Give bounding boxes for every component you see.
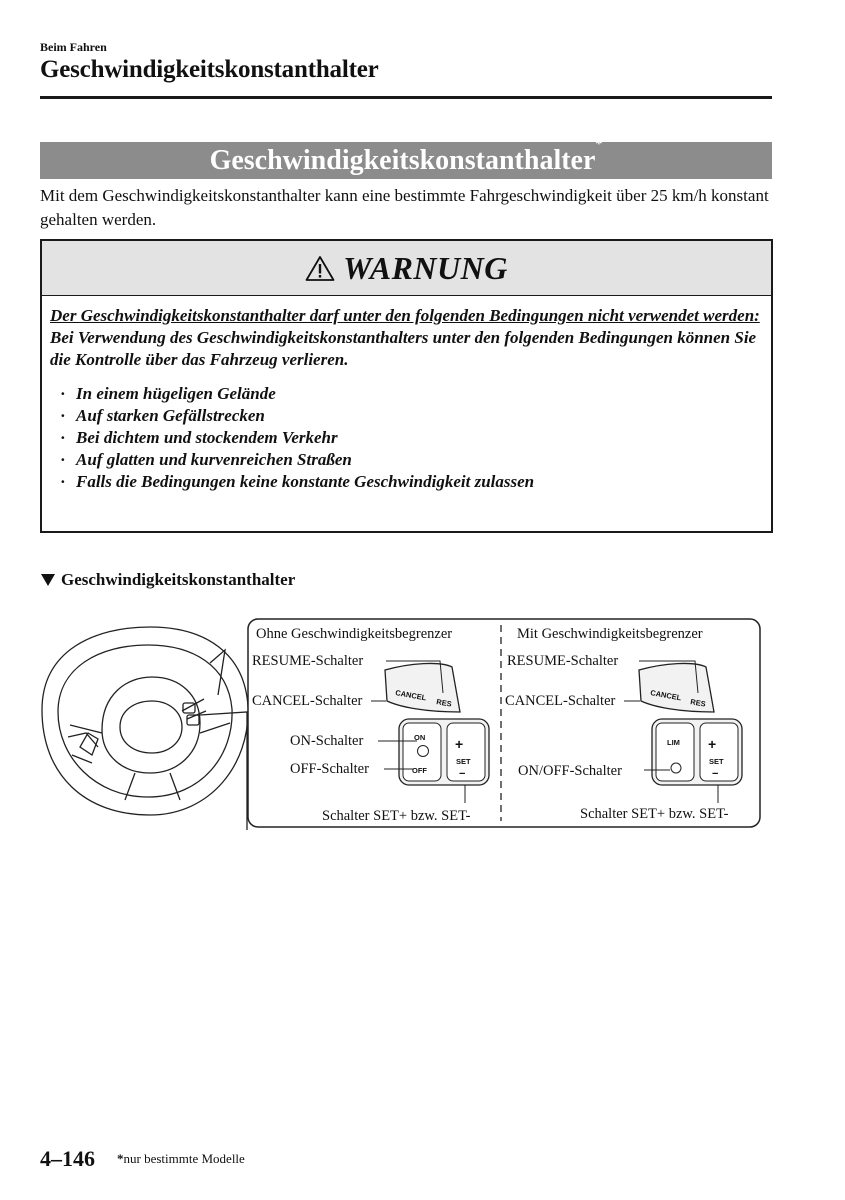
right-resume-label: RESUME-Schalter	[507, 653, 619, 669]
steering-wheel	[42, 627, 248, 830]
btn-cancel-left: CANCEL	[394, 688, 427, 703]
warning-item: · Bei dichtem und stockendem Verkehr	[60, 427, 761, 449]
btn-cancel-right: CANCEL	[649, 688, 682, 703]
subsection-title: Geschwindigkeitskonstanthalter	[61, 570, 296, 589]
figure-drawing	[40, 615, 780, 835]
btn-res-left: RES	[435, 697, 453, 709]
btn-plus-right: +	[708, 736, 717, 752]
warning-triangle-icon	[305, 255, 335, 282]
warning-list	[50, 383, 761, 493]
btn-minus-left: −	[459, 768, 466, 780]
right-set-label: Schalter SET+ bzw. SET-	[580, 806, 729, 822]
warning-item: · Auf glatten und kurvenreichen Straßen	[60, 449, 761, 471]
btn-lim-right: LIM	[667, 738, 680, 747]
left-heading: Ohne Geschwindigkeitsbegrenzer	[256, 626, 453, 642]
warning-item: · In einem hügeligen Gelände	[60, 383, 761, 405]
left-resume-label: RESUME-Schalter	[252, 653, 364, 669]
left-cancel-label: CANCEL-Schalter	[252, 693, 363, 709]
btn-minus-right: −	[712, 768, 719, 780]
topic-title-marker: *	[595, 137, 603, 152]
warning-body	[42, 296, 771, 493]
intro-paragraph: Mit dem Geschwindigkeitskonstanthalter kann eine bestimmte Fahrgeschwindigkeit über 25 km/h konstant gehalten werden.	[40, 186, 769, 229]
right-cancel-label: CANCEL-Schalter	[505, 693, 616, 709]
right-heading: Mit Geschwindigkeitsbegrenzer	[517, 626, 703, 642]
btn-off-left: OFF	[412, 766, 427, 775]
left-set-label: Schalter SET+ bzw. SET-	[322, 808, 471, 824]
warning-lead: Bei Verwendung des Geschwindigkeitskonstanthalters unter den folgenden Bedingungen können Sie die Kontrolle über das Fahrzeug verlieren.	[50, 328, 757, 369]
warning-title: WARNUNG	[343, 249, 508, 286]
topic-title: Geschwindigkeitskonstanthalter	[209, 145, 596, 176]
footnote	[117, 1151, 245, 1167]
left-on-label: ON-Schalter	[290, 733, 364, 749]
footnote-marker: *	[117, 1151, 124, 1166]
page-header-title: Geschwindigkeitskonstanthalter	[40, 56, 379, 83]
down-triangle-icon	[40, 573, 56, 587]
topic-title-bar	[40, 137, 772, 179]
warning-box	[40, 239, 773, 533]
warning-item: · Falls die Bedingungen keine konstante Geschwindigkeit zulassen	[60, 471, 761, 493]
warning-lead-underlined: Der Geschwindigkeitskonstanthalter darf unter den folgenden Bedingungen nicht verwendet werden:	[50, 306, 760, 325]
btn-plus-left: +	[455, 736, 464, 752]
header-rule	[40, 96, 772, 99]
btn-on-left: ON	[414, 733, 426, 742]
page-number: 4–146	[40, 1146, 95, 1171]
warning-item: · Auf starken Gefällstrecken	[60, 405, 761, 427]
warning-header	[42, 241, 771, 296]
btn-set-left: SET	[456, 757, 471, 766]
btn-res-right: RES	[689, 697, 707, 709]
cruise-control-figure	[40, 615, 780, 835]
btn-set-right: SET	[709, 757, 724, 766]
section-label: Beim Fahren	[40, 40, 107, 54]
footnote-text: nur bestimmte Modelle	[123, 1151, 245, 1166]
right-onoff-label: ON/OFF-Schalter	[518, 763, 622, 779]
left-off-label: OFF-Schalter	[290, 761, 369, 777]
subsection-heading	[40, 570, 295, 590]
